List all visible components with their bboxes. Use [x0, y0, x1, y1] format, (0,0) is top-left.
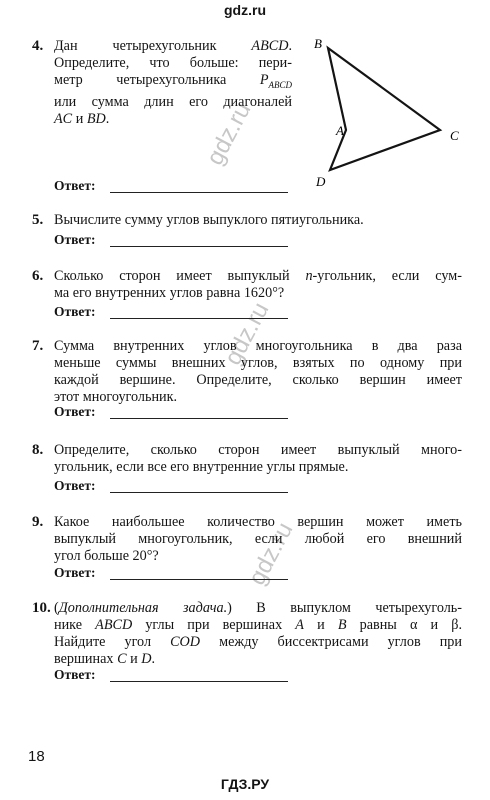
problem-line: меньше суммы внешних углов, взятых по одному при — [54, 355, 462, 371]
problem-line: метр четырехугольника $P_{ABCD}$ — [54, 72, 292, 90]
problem-text — [54, 268, 462, 302]
problem-line: угольник, если все его внутренние углы прямые. — [54, 459, 349, 475]
watermark: gdz.ru — [219, 297, 275, 370]
answer-label: Ответ: — [54, 404, 96, 419]
problem-line: Сколько сторон имеет выпуклый n-угольник, если сум- — [54, 268, 462, 284]
problem-line: Вычислите сумму углов выпуклого пятиугольника. — [54, 212, 364, 228]
answer-label: Ответ: — [54, 304, 96, 319]
problem-line: вершинах C и D. — [54, 651, 156, 667]
answer-input[interactable] — [110, 579, 288, 580]
problem-line: Какое наибольшее количество вершин может иметь — [54, 514, 462, 530]
problem-line: Определите, сколько сторон имеет выпуклый много- — [54, 442, 462, 458]
answer-label: Ответ: — [54, 667, 96, 682]
label-a: A — [336, 123, 344, 138]
answer-input[interactable] — [110, 192, 288, 193]
quadrilateral-abcd — [328, 48, 440, 170]
site-footer: ГДЗ.РУ — [220, 776, 270, 792]
answer-input[interactable] — [110, 418, 288, 419]
label-c: C — [450, 128, 459, 143]
watermark: gdz.ru — [243, 517, 299, 590]
label-d: D — [316, 174, 326, 189]
problem-text — [54, 338, 462, 406]
problem-text — [54, 514, 462, 565]
problem-line: этот многоугольник. — [54, 389, 178, 405]
answer-input[interactable] — [110, 492, 288, 493]
label-b: B — [314, 36, 322, 51]
problem-line: ма его внутренних углов равна 1620°? — [54, 285, 285, 301]
answer-label: Ответ: — [54, 232, 96, 247]
problem-line: или сумма длин его диагоналей — [54, 93, 292, 110]
answer-label: Ответ: — [54, 565, 96, 580]
answer-label: Ответ: — [54, 178, 96, 193]
answer-input[interactable] — [110, 246, 288, 247]
problem-number: 10. — [32, 600, 51, 616]
problem-text — [54, 442, 462, 476]
answer-label: Ответ: — [54, 478, 96, 493]
problem-number: 7. — [32, 338, 44, 354]
site-header: gdz.ru — [224, 2, 266, 18]
problem-line: (Дополнительная задача.) В выпуклом четырехуголь- — [54, 600, 463, 616]
problem-number: 6. — [32, 268, 44, 284]
quadrilateral-figure — [296, 30, 466, 190]
problem-line: каждой вершине. Определите, сколько вершин имеет — [54, 372, 462, 388]
answer-input[interactable] — [110, 318, 288, 319]
problem-line: Дан четырехугольник ABCD. — [54, 38, 292, 54]
problem-line: угол больше 20°? — [54, 548, 159, 564]
problem-line: нике ABCD углы при вершинах A и B равны α и β. — [54, 617, 462, 633]
problem-number: 4. — [32, 38, 44, 54]
problem-line: Определите, что больше: пери- — [54, 55, 292, 71]
problem-number: 8. — [32, 442, 44, 458]
page-number: 18 — [28, 748, 45, 765]
problem-text — [54, 600, 462, 668]
math-abcd: ABCD — [251, 38, 289, 54]
problem-number: 5. — [32, 212, 44, 228]
problem-line: Найдите угол COD между биссектрисами углов при — [54, 634, 462, 650]
answer-input[interactable] — [110, 681, 288, 682]
problem-number: 9. — [32, 514, 44, 530]
problem-text — [54, 38, 292, 128]
problem-line: AC и BD. — [54, 110, 110, 127]
problem-text — [54, 212, 460, 229]
problem-line: выпуклый многоугольник, если любой его внешний — [54, 531, 462, 547]
problem-line: Сумма внутренних углов многоугольника в два раза — [54, 338, 462, 354]
watermark: gdz.ru — [201, 97, 257, 170]
